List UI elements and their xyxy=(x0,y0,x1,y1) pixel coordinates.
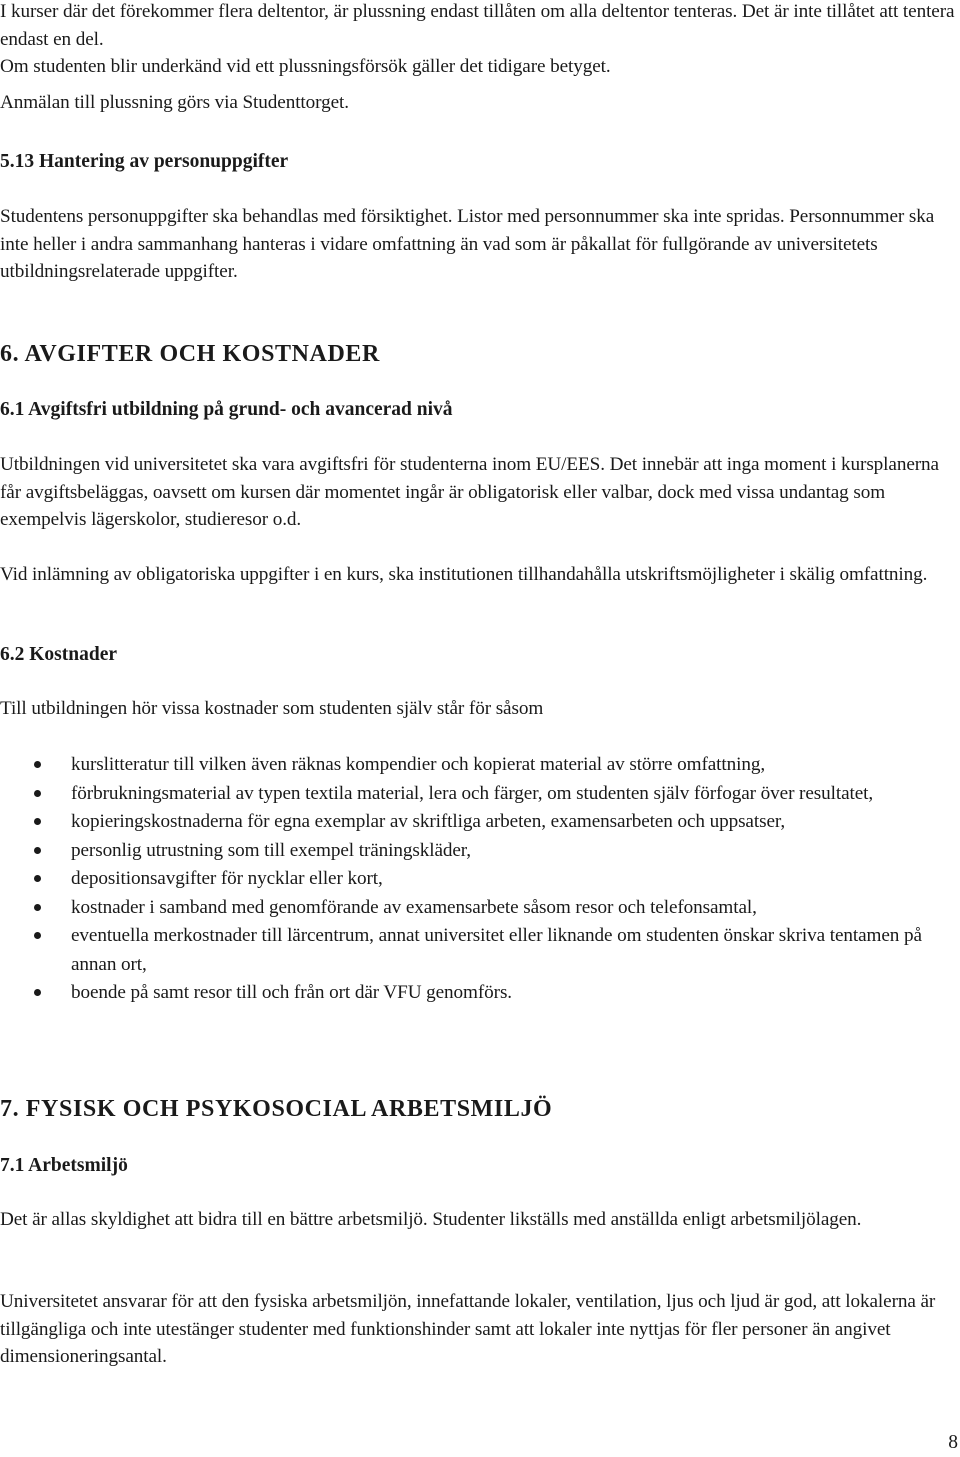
list-item xyxy=(0,894,958,923)
paragraph-kostnader-intro: Till utbildningen hör vissa kostnader som studenten själv står för såsom xyxy=(0,698,544,719)
paragraph-arbetsmiljo-1: Det är allas skyldighet att bidra till en bättre arbetsmiljö. Studenter likställs med anställda enligt arbetsmiljölagen. xyxy=(0,1209,862,1230)
list-item xyxy=(0,979,958,1008)
list-item-text: depositionsavgifter för nycklar eller kort, xyxy=(71,868,383,889)
list-item xyxy=(0,922,958,979)
cost-list xyxy=(0,751,958,1008)
intro-paragraph-deltentor: I kurser där det förekommer flera deltentor, är plussning endast tillåten om alla deltentor tenteras. Det är inte tillåtet att tentera endast en del. xyxy=(0,1,955,50)
heading-6-2: 6.2 Kostnader xyxy=(0,644,117,665)
list-item-text: boende på samt resor till och från ort där VFU genomförs. xyxy=(71,982,513,1003)
page-number: 8 xyxy=(948,1432,958,1453)
list-item xyxy=(0,808,958,837)
bullet-icon xyxy=(34,875,41,882)
bullet-icon xyxy=(34,790,41,797)
list-item xyxy=(0,751,958,780)
heading-7-1: 7.1 Arbetsmiljö xyxy=(0,1155,128,1176)
list-item-text: kopieringskostnaderna för egna exemplar av skriftliga arbeten, examensarbeten och uppsatser, xyxy=(71,811,786,832)
bullet-icon xyxy=(34,989,41,996)
intro-paragraph-underkand: Om studenten blir underkänd vid ett plussningsförsök gäller det tidigare betyget. xyxy=(0,56,611,77)
list-item-text: kostnader i samband med genomförande av examensarbete såsom resor och telefonsamtal, xyxy=(71,896,757,918)
list-item-text: personlig utrustning som till exempel träningskläder, xyxy=(71,839,471,861)
heading-5-13: 5.13 Hantering av personuppgifter xyxy=(0,151,289,172)
paragraph-avgiftsfri: Utbildningen vid universitetet ska vara avgiftsfri för studenterna inom EU/EES. Det innebär att inga moment i kursplanerna får avgiftsbeläggas, oavsett om kursen där momentet ingår är obligatorisk eller valbar, dock med vissa undantag som exempelvis lägerskolor, studieresor o.d. xyxy=(0,454,939,530)
list-item xyxy=(0,780,958,809)
bullet-icon xyxy=(34,761,41,768)
bullet-icon xyxy=(34,904,41,911)
paragraph-personuppgifter: Studentens personuppgifter ska behandlas med försiktighet. Listor med personnummer ska inte spridas. Personnummer ska inte heller i andra sammanhang hanteras i vidare omfattning än vad som är påkallat för fullgörande av universitetets utbildningsrelaterade uppgifter. xyxy=(0,206,935,282)
paragraph-utskrift: Vid inlämning av obligatoriska uppgifter i en kurs, ska institutionen tillhandahålla utskriftsmöjligheter i skälig omfattning. xyxy=(0,564,928,585)
bullet-icon xyxy=(34,818,41,825)
list-item-text: förbrukningsmaterial av typen textila material, lera och färger, om studenten själv förfogar över resultatet, xyxy=(71,782,874,804)
paragraph-arbetsmiljo-2: Universitetet ansvarar för att den fysiska arbetsmiljön, innefattande lokaler, ventilation, ljus och ljud är god, att lokalerna är tillgängliga och inte utestänger studenter med funktionshinder samt att lokaler inte nyttjas för fler personer än angivet dimensioneringsantal. xyxy=(0,1291,936,1367)
list-item xyxy=(0,837,958,866)
list-item xyxy=(0,865,958,894)
heading-6-1: 6.1 Avgiftsfri utbildning på grund- och avancerad nivå xyxy=(0,399,453,420)
bullet-icon xyxy=(34,932,41,939)
bullet-icon xyxy=(34,847,41,854)
heading-6: 6. AVGIFTER OCH KOSTNADER xyxy=(0,341,380,367)
heading-7: 7. FYSISK OCH PSYKOSOCIAL ARBETSMILJÖ xyxy=(0,1096,553,1122)
intro-paragraph-anmalan: Anmälan till plussning görs via Studenttorget. xyxy=(0,92,349,113)
list-item-text: kurslitteratur till vilken även räknas kompendier och kopierat material av större omfattning, xyxy=(71,754,766,775)
list-item-text: eventuella merkostnader till lärcentrum, annat universitet eller liknande om studenten önskar skriva tentamen på annan ort, xyxy=(71,925,922,975)
